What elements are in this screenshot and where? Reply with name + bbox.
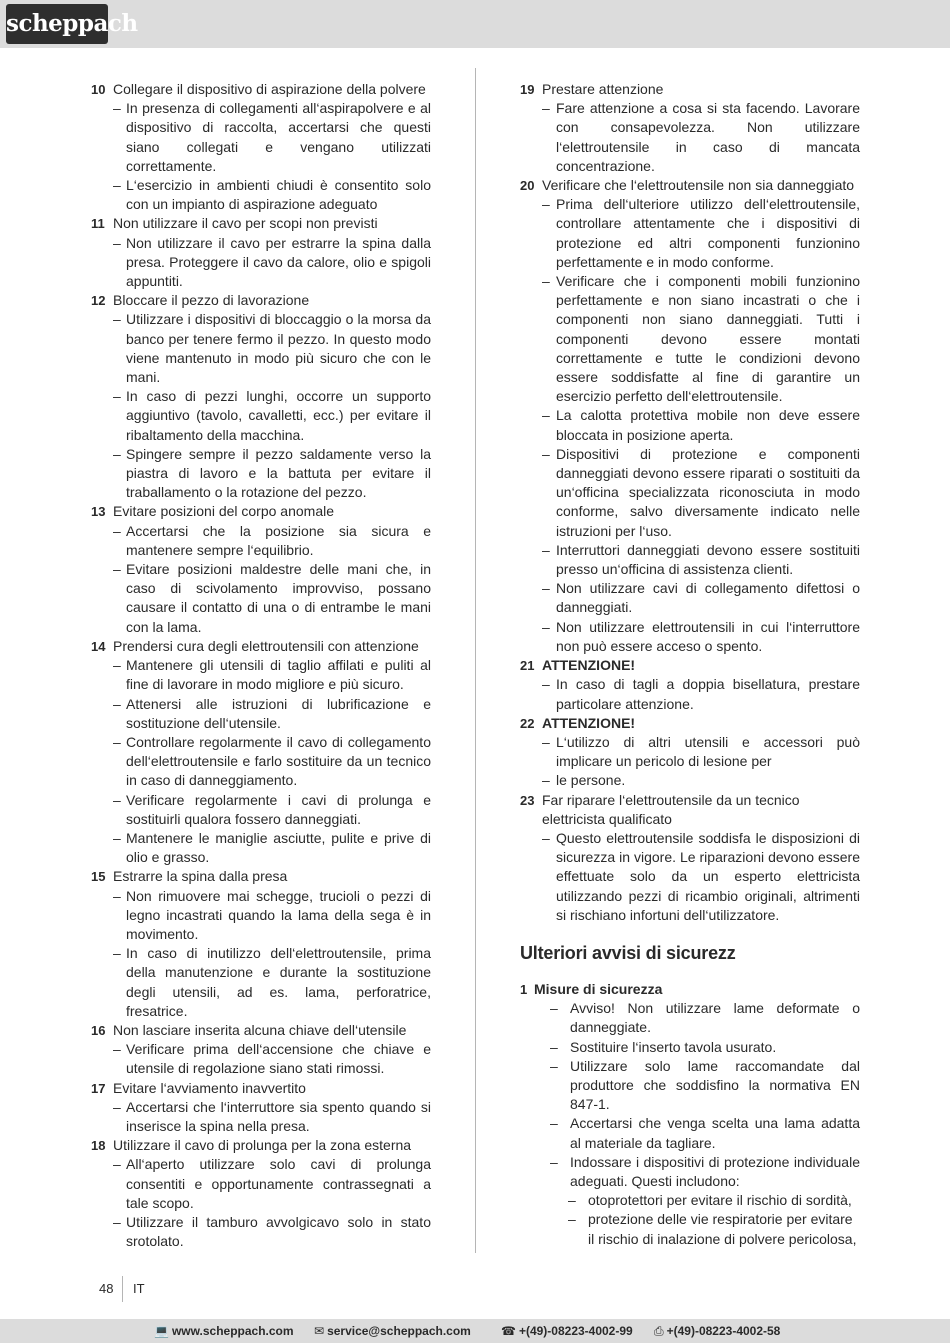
item-number: 22 bbox=[520, 715, 535, 731]
list-item bbox=[91, 502, 431, 636]
sub-item: – Non utilizzare elettroutensili in cui l‘interruttore non può essere acceso o spento. bbox=[542, 618, 860, 656]
footer-bar bbox=[0, 1319, 950, 1343]
item-number: 15 bbox=[91, 869, 106, 885]
item-number: 19 bbox=[520, 82, 535, 97]
language-code: IT bbox=[133, 1281, 145, 1296]
sub-item: – La calotta protettiva mobile non deve essere bloccata in posizione aperta. bbox=[542, 406, 860, 444]
sub-item: – le persone. bbox=[542, 771, 860, 790]
footer-separator bbox=[122, 1276, 123, 1302]
list-item bbox=[520, 80, 860, 176]
sub-item: – Indossare i dispositivi di protezione individuale adeguati. Questi includono: bbox=[542, 1153, 860, 1191]
sub-item: – Accertarsi che l‘interruttore sia spento quando si inserisce la spina nella presa. bbox=[113, 1098, 431, 1136]
sub-item: – Mantenere gli utensili di taglio affilati e puliti al fine di lavorare in modo migliore e più sicuro. bbox=[113, 656, 431, 694]
sub-item: – Interruttori danneggiati devono essere sostituiti presso un‘officina di assistenza clienti. bbox=[542, 541, 860, 579]
list-item bbox=[520, 714, 860, 791]
item-title: Prendersi cura degli elettroutensili con attenzione bbox=[113, 637, 419, 654]
list-item bbox=[520, 791, 860, 925]
right-column bbox=[520, 80, 860, 1249]
sub-item: – Evitare posizioni maldestre delle mani che, in caso di scivolamento improvviso, possano causare il contatto di una o di entrambe le mani con la lama. bbox=[113, 560, 431, 637]
fax-icon: ⎙ bbox=[654, 1324, 664, 1338]
list-item bbox=[91, 1136, 431, 1251]
sub-item: – Attenersi alle istruzioni di lubrificazione e sostituzione dell‘utensile. bbox=[113, 695, 431, 733]
list-item bbox=[91, 1021, 431, 1079]
item-title: ATTENZIONE! bbox=[542, 714, 636, 731]
list-item bbox=[91, 637, 431, 867]
website-contact[interactable] bbox=[154, 1319, 294, 1343]
sub-item: – Sostituire l‘inserto tavola usurato. bbox=[542, 1038, 860, 1057]
item-title: Far riparare l‘elettroutensile da un tecnico elettricista qualificato bbox=[542, 791, 800, 827]
sub-item: – L‘utilizzo di altri utensili e accessori può implicare un pericolo di lesione per bbox=[542, 733, 860, 771]
sub-item: – Verificare che i componenti mobili funzionino perfettamente e non siano incastrati o che i componenti non siano danneggiati. Tutti i componenti devono essere montati correttamente e tutte le condizioni devono essere soddisfatte al fine di garantire un esercizio perfetto dell‘elettroutensile. bbox=[542, 272, 860, 406]
list-item bbox=[91, 1079, 431, 1137]
sub-item: – Accertarsi che la posizione sia sicura e mantenere sempre l‘equilibrio. bbox=[113, 522, 431, 560]
page-number: 48 bbox=[99, 1281, 114, 1296]
list-item bbox=[520, 656, 860, 714]
item-title: Evitare l‘avviamento inavvertito bbox=[113, 1079, 306, 1096]
list-item bbox=[91, 214, 431, 291]
sub-item: – Verificare regolarmente i cavi di prolunga e sostituirli qualora fossero danneggiati. bbox=[113, 791, 431, 829]
sub-item: – Dispositivi di protezione e componenti danneggiati devono essere riparati o sostituiti da un‘officina specializzata riconosciuta in modo conforme, salvo diversamente indicato nelle istruzioni per l‘uso. bbox=[542, 445, 860, 541]
item-title: Prestare attenzione bbox=[542, 81, 664, 97]
item-number: 16 bbox=[91, 1022, 106, 1038]
item-title: Collegare il dispositivo di aspirazione della polvere bbox=[113, 81, 426, 97]
sub-item: – Accertarsi che venga scelta una lama adatta al materiale da tagliare. bbox=[542, 1114, 860, 1152]
header-bar bbox=[0, 0, 950, 48]
sub-item: – Utilizzare solo lame raccomandate dal produttore che soddisfino la normativa EN 847-1. bbox=[542, 1057, 860, 1115]
item-title: Non lasciare inserita alcuna chiave dell‘utensile bbox=[113, 1021, 407, 1038]
sub-item: – All‘aperto utilizzare solo cavi di prolunga consentiti e opportunamente contrassegnati a tale scopo. bbox=[113, 1155, 431, 1213]
item-title: Bloccare il pezzo di lavorazione bbox=[113, 292, 310, 309]
item-title: Estrarre la spina dalla presa bbox=[113, 868, 288, 885]
sub-item: – Spingere sempre il pezzo saldamente verso la piastra di lavoro e la battuta per evitare il traballamento o la rotazione del pezzo. bbox=[113, 445, 431, 503]
sub-item: – In caso di pezzi lunghi, occorre un supporto aggiuntivo (tavolo, cavalletti, ecc.) per evitare il ribaltamento della macchina. bbox=[113, 387, 431, 445]
sub-item: – Questo elettroutensile soddisfa le disposizioni di sicurezza in vigore. Le riparazioni devono essere effettuate solo da un esperto elettricista utilizzando pezzi di ricambio originali, altrimenti si rischiano infortuni dell‘utilizzatore. bbox=[542, 829, 860, 925]
safety-measures-list bbox=[534, 999, 860, 1249]
sub-item: – Non rimuovere mai schegge, trucioli o pezzi di legno incastrati quando la lama della sega è in movimento. bbox=[113, 887, 431, 945]
safety-measures-item bbox=[520, 980, 860, 1249]
phone-number: +(49)-08223-4002-99 bbox=[518, 1324, 633, 1338]
item-number: 1 bbox=[520, 981, 528, 997]
computer-icon: 💻 bbox=[154, 1324, 169, 1338]
sub-item: – Mantenere le maniglie asciutte, pulite e prive di olio e grasso. bbox=[113, 829, 431, 867]
phone-icon: ☎ bbox=[501, 1324, 516, 1338]
section-title: Ulteriori avvisi di sicurezz bbox=[520, 942, 736, 963]
item-number: 17 bbox=[91, 1080, 106, 1096]
item-title: Misure di sicurezza bbox=[534, 980, 663, 997]
phone-contact bbox=[501, 1319, 633, 1343]
item-number: 13 bbox=[91, 504, 106, 520]
right-items-list bbox=[520, 80, 860, 925]
sub-item: – Utilizzare il tamburo avvolgicavo solo in stato srotolato. bbox=[113, 1213, 431, 1251]
item-title: Verificare che l‘elettroutensile non sia danneggiato bbox=[542, 177, 855, 194]
sub-item: – Verificare prima dell‘accensione che chiave e utensile di regolazione siano stati rimossi. bbox=[113, 1040, 431, 1078]
email-link[interactable]: service@scheppach.com bbox=[327, 1324, 471, 1338]
list-item bbox=[91, 867, 431, 1021]
item-title: ATTENZIONE! bbox=[542, 657, 636, 674]
item-number: 11 bbox=[91, 216, 105, 232]
sub-item: – Avviso! Non utilizzare lame deformate o danneggiate. bbox=[542, 999, 860, 1037]
website-link[interactable]: www.scheppach.com bbox=[171, 1324, 294, 1338]
mail-icon: ✉ bbox=[314, 1324, 325, 1338]
item-number: 18 bbox=[91, 1138, 106, 1154]
sub-item: – In caso di tagli a doppia bisellatura, prestare particolare attenzione. bbox=[542, 675, 860, 713]
list-item bbox=[91, 80, 431, 214]
column-divider bbox=[475, 68, 476, 1253]
item-number: 10 bbox=[91, 82, 106, 97]
item-number: 20 bbox=[520, 178, 535, 194]
sub-item: – Prima dell‘ulteriore utilizzo dell‘elettroutensile, controllare attentamente che i dispositivi di protezione ed altri componenti funzionino perfettamente e in modo conforme. bbox=[542, 195, 860, 272]
item-title: Utilizzare il cavo di prolunga per la zona esterna bbox=[113, 1137, 412, 1154]
item-title: Evitare posizioni del corpo anomale bbox=[113, 503, 335, 520]
item-number: 23 bbox=[520, 792, 535, 808]
sub-item: – In presenza di collegamenti all‘aspirapolvere e al dispositivo di raccolta, accertarsi che questi siano collegati e vengano utilizzati correttamente. bbox=[113, 99, 431, 176]
list-item bbox=[91, 291, 431, 502]
email-contact[interactable] bbox=[314, 1319, 471, 1343]
sub-item: – Utilizzare i dispositivi di bloccaggio o la morsa da banco per tenere fermo il pezzo. In questo modo viene mantenuto in modo più sicuro che con le mani. bbox=[113, 310, 431, 387]
scheppach-logo: scheppach bbox=[6, 4, 108, 44]
item-number: 14 bbox=[91, 638, 106, 654]
nested-sub-item: – protezione delle vie respiratorie per evitare il rischio di inalazione di polvere pericolosa, bbox=[542, 1210, 860, 1248]
sub-item: – Non utilizzare cavi di collegamento difettosi o danneggiati. bbox=[542, 579, 860, 617]
nested-sub-item: – otoprotettori per evitare il rischio di sordità, bbox=[542, 1191, 860, 1210]
left-column bbox=[91, 80, 431, 1251]
sub-item: – Controllare regolarmente il cavo di collegamento dell‘elettroutensile e farlo sostituire da un tecnico in caso di danneggiamento. bbox=[113, 733, 431, 791]
fax-number: +(49)-08223-4002-58 bbox=[666, 1324, 781, 1338]
sub-item: – L‘esercizio in ambienti chiudi è consentito solo con un impianto di aspirazione adeguato bbox=[113, 176, 431, 214]
sub-item: – Non utilizzare il cavo per estrarre la spina dalla presa. Proteggere il cavo da calore, olio e spigoli appuntiti. bbox=[113, 234, 431, 292]
sub-item: – Fare attenzione a cosa si sta facendo. Lavorare con consapevolezza. Non utilizzare l‘elettroutensile in caso di mancata concentrazione. bbox=[542, 99, 860, 176]
item-title: Non utilizzare il cavo per scopi non previsti bbox=[113, 215, 378, 232]
sub-item: – In caso di inutilizzo dell‘elettroutensile, prima della manutenzione e durante la sostituzione degli utensili, ad es. lama, perforatrice, fresatrice. bbox=[113, 944, 431, 1021]
item-number: 21 bbox=[520, 658, 535, 674]
item-number: 12 bbox=[91, 293, 106, 309]
list-item bbox=[520, 176, 860, 656]
fax-contact bbox=[654, 1319, 780, 1343]
